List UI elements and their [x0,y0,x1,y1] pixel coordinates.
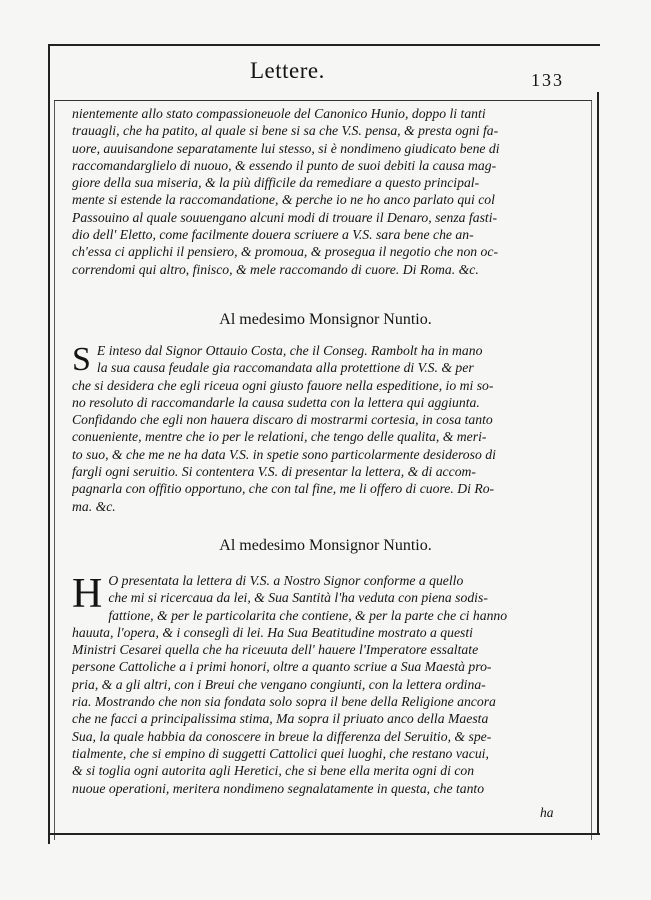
text-line: ma. &c. [72,498,116,514]
page-number: 133 [531,70,564,90]
text-line: Confidando che egli non hauera discaro di mostrarmi cortesia, in cosa tanto [72,412,493,428]
text-line: pagnarla con offitio opportuno, che con tal fine, me li offero di cuore. Di Ro- [72,481,495,497]
frame-right-rule [597,92,599,834]
text-line: hauuta, l'opera, & i conseglì di lei. Ha Sua Beatitudine mostrato a questi [72,624,473,640]
text-line: dio dell' Eletto, come facilmente douera scriuere a V.S. sara bene che an- [72,227,474,243]
text-line: & si toglia ogni autorita agli Heretici, che si bene ella merita ogni di con [72,763,475,779]
text-line: mente si estende la raccomandatione, & perche io ne ho anco parlato qui col [72,192,495,208]
letter-body [72,342,590,515]
header-rule [54,100,592,101]
text-line: trauagli, che ha patito, al quale si bene si sa che V.S. pensa, & presta ogni fa- [72,123,499,139]
letter-body [72,572,590,797]
letter-continuation [72,105,590,278]
drop-cap: H [72,571,103,617]
letter-heading: Al medesimo Monsignor Nuntio. [219,311,432,328]
frame-inner-left-rule [54,100,55,840]
text-line: che ne facci a principalissima stima, Ma sopra il priuato anco della Maesta [72,711,489,727]
text-line: ria. Mostrando che non sia fondata solo sopra il bene della Religione ancora [72,694,496,710]
text-line: conueniente, mentre che io per le relationi, che tengo delle qualita, & meri- [72,429,487,445]
text-line: giore della sua miseria, & la più difficile da remediare a questo principal- [72,175,480,191]
text-line: ch'essa ci applichi il pensiero, & promoua, & prosegua il negotio che non oc- [72,244,499,260]
text-line: che si desidera che egli riceua ogni giusto fauore nella espeditione, io mi so- [72,377,494,393]
text-line: Sua, la quale habbia da conoscere in breue la differenza del Seruitio, & spe- [72,728,492,744]
running-head: Lettere. [250,58,325,83]
text-line: la sua causa feudale gia raccomandata alla protettione di V.S. & per [96,360,474,376]
text-line: pria, & a gli altri, con i Breui che vengano congiunti, con la lettera ordina- [72,676,486,692]
frame-inner-right-rule [591,100,592,840]
catchword: ha [540,805,554,820]
frame-left-rule [48,44,50,844]
frame-top-rule [48,44,600,46]
frame-bottom-rule [48,833,600,835]
text-line: raccomandarglielo di nuouo, & essendo il punto de suoi debiti la causa mag- [72,157,497,173]
text-line: che mi si ricercaua da lei, & Sua Santità l'ha veduta con piena sodis- [108,590,488,606]
text-line: nuoue operationi, meritera nondimeno segnalatamente in questa, che tanto [72,780,485,796]
text-line: uore, auuisandone separatamente lui stesso, si è nondimeno giudicato bene di [72,140,500,156]
letter-body-lines [72,572,590,797]
text-line: nientemente allo stato compassioneuole del Canonico Hunio, doppo li tanti [72,106,486,121]
text-line: Passouino al quale souuengano alcuni modi di trouare il Denaro, senza fasti- [72,209,498,225]
text-line: fattione, & per le particolarita che contiene, & per la parte che ci hanno [108,607,508,623]
text-line: O presentata la lettera di V.S. a Nostro Signor conforme a quello [108,573,464,588]
text-line: fargli ogni seruitio. Si contentera V.S. di presentar la lettera, & di accom- [72,464,476,480]
text-line: tialmente, che si empino di suggetti Cattolici quei luoghi, che restano vacui, [72,745,489,761]
drop-cap: S [72,341,91,378]
text-line: Ministri Cesarei quella che ha riceuuta dell' hauere l'Imperatore essaltate [72,642,479,658]
text-line: persone Cattoliche a i primi honori, oltre a quanto scriue a Sua Maestà pro- [72,659,492,675]
letter-heading: Al medesimo Monsignor Nuntio. [219,537,432,554]
text-line: to suo, & che me ne ha data V.S. in spetie sono particolarmente desideroso di [72,446,496,462]
text-line: E inteso dal Signor Ottauio Costa, che il Conseg. Rambolt ha in mano [96,343,483,358]
letter-body-lines [72,342,590,515]
text-line: no resoluto di raccomandarle la causa sudetta con la lettera qui aggiunta. [72,394,480,410]
text-line: correndomi qui altro, finisco, & mele raccomando di cuore. Di Roma. &c. [72,261,479,277]
